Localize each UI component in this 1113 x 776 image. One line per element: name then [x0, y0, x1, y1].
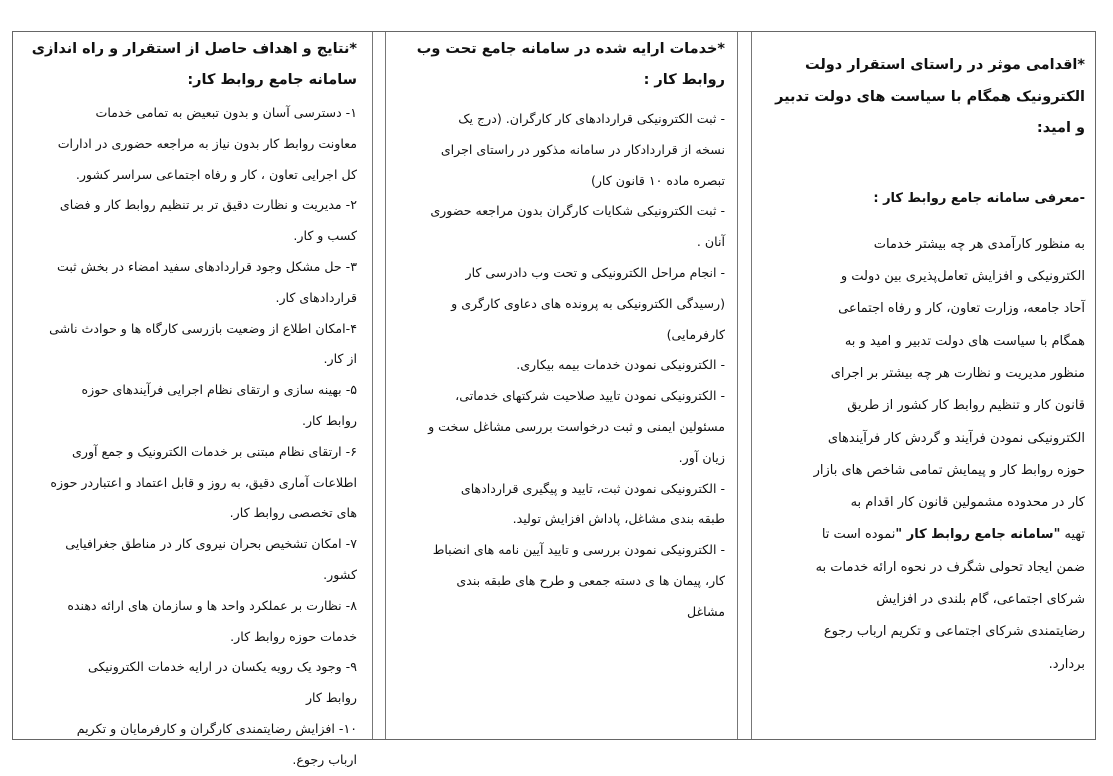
services-line: نسخه از قراردادکار در سامانه مذکور در راستای اجرای	[440, 141, 725, 157]
results-line: کشور.	[323, 566, 357, 582]
results-line: ۹- وجود یک رویه یکسان در ارایه خدمات الکترونیکی	[87, 659, 357, 675]
results-line: ۶- ارتقای نظام مبتنی بر خدمات الکترونیک و جمع آوری	[72, 443, 357, 459]
intro-line: رضایتمندی شرکای اجتماعی و تکریم ارباب رجوع	[823, 624, 1085, 640]
results-heading-line: *نتایج و اهداف حاصل از استقرار و راه اندازی	[31, 41, 357, 57]
intro-line: بردارد.	[1048, 656, 1085, 672]
intro-line: حوزه روابط کار و پیمایش تمامی شاخص های بازار	[813, 462, 1085, 478]
results-column	[13, 32, 371, 767]
intro-line: ضمن ایجاد تحولی شگرف در نحوه ارائه خدمات به	[815, 559, 1085, 575]
services-line: کار، پیمان ها ی دسته جمعی و طرح های طبقه بندی	[456, 572, 725, 588]
services-line: - انجام مراحل الکترونیکی و تحت وب دادرسی کار	[465, 264, 725, 280]
intro-line: به منظور کارآمدی هر چه بیشتر خدمات	[873, 236, 1085, 252]
intro-subheading: -معرفی سامانه جامع روابط کار :	[873, 190, 1085, 206]
results-line: ۳- حل مشکل وجود قراردادهای سفید امضاء در بخش ثبت	[56, 258, 357, 274]
results-line: کسب و کار.	[293, 228, 357, 244]
document-table	[12, 31, 1096, 767]
results-line: خدمات حوزه روابط کار.	[230, 628, 357, 644]
column-divider	[372, 32, 373, 739]
services-line: - الکترونیکی نمودن ثبت، تایید و پیگیری قراردادهای	[460, 480, 725, 496]
intro-heading-line: *اقدامی موثر در راستای استقرار دولت	[804, 57, 1085, 73]
results-line: ۲- مدیریت و نظارت دقیق تر بر تنظیم روابط کار و فضای	[59, 197, 357, 213]
results-line: کل اجرایی تعاون ، کار و رفاه اجتماعی سراسر کشور.	[75, 166, 357, 182]
results-line: های تخصصی روابط کار.	[229, 505, 357, 521]
intro-line: منظور مدیریت و نظارت هر چه بیشتر بر اجرای	[830, 365, 1085, 381]
results-line: ۷- امکان تشخیص بحران نیروی کار در مناطق جغرافیایی	[65, 536, 357, 552]
services-line: طبقه بندی مشاغل، پاداش افزایش تولید.	[512, 511, 725, 527]
intro-heading-line: و امید:	[1036, 120, 1085, 136]
intro-line: همگام با سیاست های دولت تدبیر و امید و به	[844, 333, 1085, 349]
intro-line: قانون کار و تنظیم روابط کار کشور از طریق	[847, 398, 1085, 414]
intro-line: الکترونیکی نمودن فرآیند و گردش کار فرآیندهای	[827, 430, 1085, 446]
results-line: اطلاعات آماری دقیق، به روز و قابل اعتماد و اعتباردر حوزه	[50, 474, 357, 490]
intro-line: شرکای اجتماعی، گام بلندی در افزایش	[876, 592, 1085, 608]
services-line: - ثبت الکترونیکی شکایات کارگران بدون مراجعه حضوری	[430, 203, 725, 219]
services-line: - ثبت الکترونیکی قراردادهای کار کارگران. (درج یک	[458, 111, 725, 126]
results-line: ۵- بهینه سازی و ارتقای نظام اجرایی فرآیندهای حوزه	[81, 382, 357, 398]
services-column	[386, 32, 737, 739]
results-line: قراردادهای کار.	[275, 289, 357, 305]
results-line: روابط کار	[305, 690, 357, 706]
services-line: - الکترونیکی نمودن خدمات بیمه بیکاری.	[516, 357, 725, 373]
intro-highlight-line	[758, 519, 1085, 551]
intro-line: آحاد جامعه، وزارت تعاون، کار و رفاه اجتماعی	[838, 301, 1085, 317]
results-line: ۱۰- افزایش رضایتمندی کارگران و کارفرمایان و تکریم	[76, 720, 357, 736]
services-line: زیان آور.	[678, 449, 725, 465]
services-heading-line: روابط کار :	[643, 72, 725, 88]
services-line: کارفرمایی)	[666, 326, 725, 342]
results-line: از کار.	[323, 351, 357, 367]
services-line: مسئولین ایمنی و ثبت درخواست بررسی مشاغل سخت و	[428, 418, 725, 434]
results-line: ارباب رجوع.	[292, 751, 357, 767]
intro-heading-line: الکترونیک همگام با سیاست های دولت تدبیر	[775, 88, 1085, 105]
intro-line: الکترونیکی و افزایش تعامل‌پذیری بین دولت و	[840, 269, 1085, 285]
results-line: ۱- دسترسی آسان و بدون تبعیض به تمامی خدمات	[95, 105, 357, 120]
services-line: مشاغل	[687, 603, 725, 619]
services-heading-line: *خدمات ارایه شده در سامانه جامع تحت وب	[416, 41, 725, 57]
column-divider	[737, 32, 738, 739]
intro-line: کار در محدوده مشمولین قانون کار اقدام به	[850, 495, 1085, 511]
intro-highlight-post: نموده است تا	[821, 527, 896, 543]
services-line: آنان .	[696, 234, 725, 250]
results-line: معاونت روابط کار بدون نیاز به مراجعه حضوری در ادارات	[57, 135, 357, 151]
system-name-bold: "سامانه جامع روابط کار "	[895, 527, 1061, 543]
services-line: - الکترونیکی نمودن تایید صلاحیت شرکتهای خدماتی،	[455, 388, 725, 404]
results-line: ۴-امکان اطلاع از وضعیت بازرسی کارگاه ها و حوادث ناشی	[49, 320, 357, 336]
services-line: - الکترونیکی نمودن بررسی و تایید آیین نامه های انضباط	[432, 542, 725, 558]
results-heading-line: سامانه جامع روابط کار:	[187, 72, 357, 88]
results-line: ۸- نظارت بر عملکرد واحد ها و سازمان های ارائه دهنده	[67, 597, 357, 613]
services-line: (رسیدگی الکترونیکی به پرونده های دعاوی کارگری و	[451, 295, 725, 311]
intro-highlight-pre: تهیه	[1060, 527, 1085, 543]
results-line: روابط کار.	[301, 412, 357, 428]
services-line: تبصره ماده ۱۰ قانون کار)	[590, 172, 725, 188]
introduction-column	[752, 32, 1097, 739]
